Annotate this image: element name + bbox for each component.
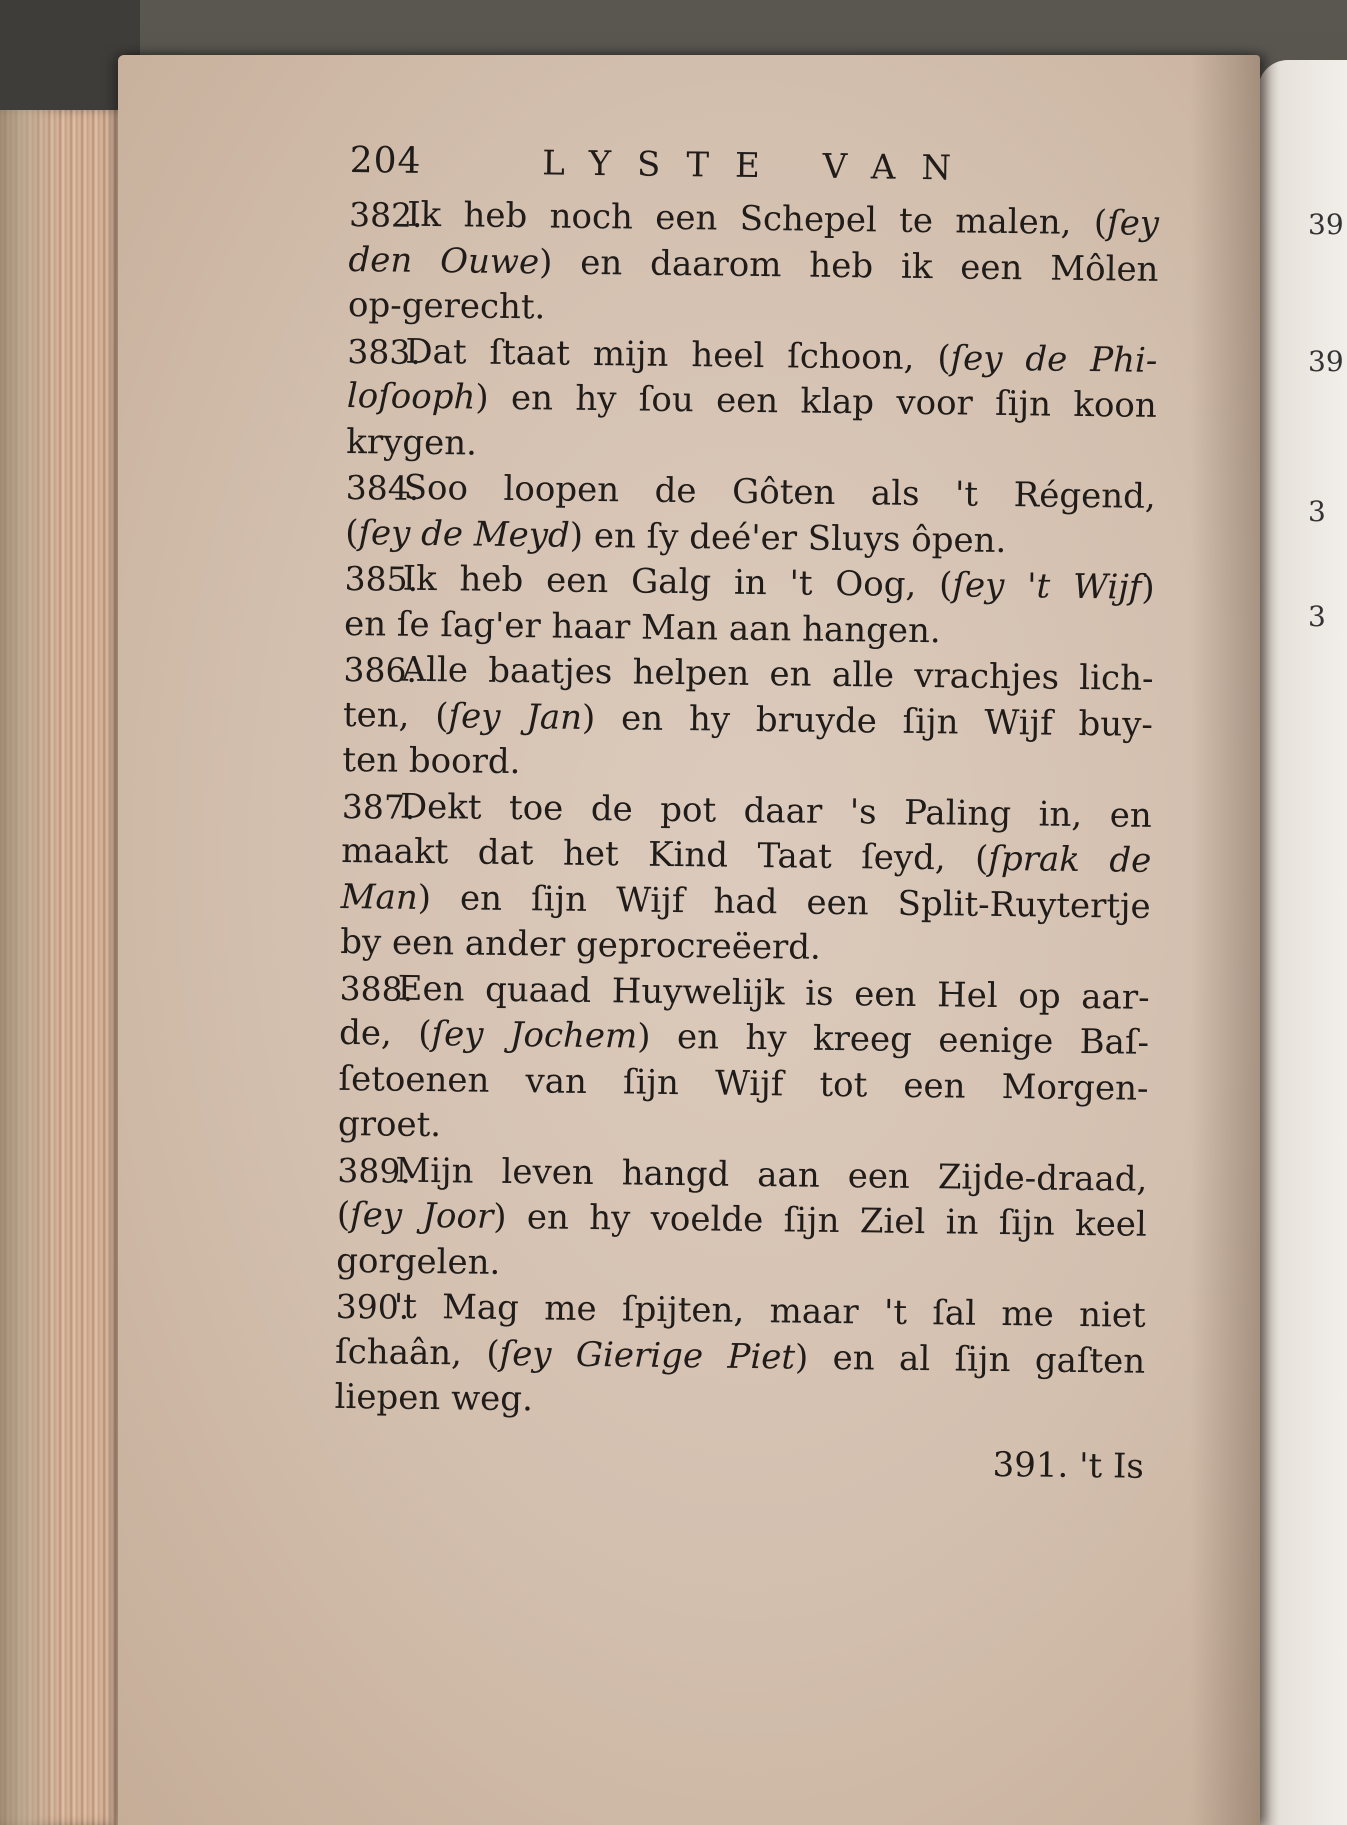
text-run: ſetoenen van ſijn Wijf tot een Morgen- xyxy=(338,1058,1149,1109)
page-number: 204 xyxy=(349,140,422,182)
text-run: liepen weg. xyxy=(334,1376,534,1420)
entry-number: 386. xyxy=(343,649,418,690)
entry-number: 389. xyxy=(337,1150,412,1191)
entry-number: 382. xyxy=(348,194,423,235)
page-edges xyxy=(0,110,130,1825)
text-run: Soo loopen de Gôten als 't Régend, xyxy=(403,467,1156,517)
text-run: en ſe ſag'er haar Man aan hangen. xyxy=(343,603,941,651)
proverb-entry xyxy=(345,465,1156,566)
italic-speaker: ſey de Meyd xyxy=(358,512,571,556)
text-run: ſchaân, ( xyxy=(334,1331,500,1374)
text-run: ) en hy kreeg eenige Baſ- xyxy=(637,1016,1150,1063)
text-run: ) en hy voelde ſijn Ziel in ſijn keel xyxy=(492,1196,1148,1245)
text-run: ten boord. xyxy=(342,739,521,783)
text-run: ) en al ſijn gaſten xyxy=(794,1337,1146,1382)
proverb-entry xyxy=(348,192,1160,338)
text-run: by een ander geprocreëerd. xyxy=(339,921,822,968)
text-run: Dekt toe de pot daar 's Paling in, en xyxy=(399,786,1153,836)
text-run: Ik heb een Galg in 't Oog, ( xyxy=(402,558,953,606)
entry-number: 384. xyxy=(345,467,420,508)
italic-speaker: ſey Joor xyxy=(349,1195,494,1237)
entry-list xyxy=(334,192,1159,1430)
text-run: krygen. xyxy=(346,421,478,464)
facing-page-number: 39 xyxy=(1308,345,1344,378)
entry-number: 390. xyxy=(335,1286,410,1327)
proverb-entry xyxy=(342,647,1154,793)
catchword: 391. 't Is xyxy=(992,1444,1145,1487)
italic-speaker: ſey Jochem xyxy=(431,1014,638,1057)
text-run: ten, ( xyxy=(342,694,449,736)
text-run: Mijn leven hangd aan een Zijde-draad, xyxy=(395,1150,1148,1200)
italic-speaker: ſey 't Wijf xyxy=(952,565,1142,608)
proverb-entry xyxy=(346,328,1158,474)
text-run: ) en ſijn Wijf had een Split-Ruytertje xyxy=(417,877,1151,927)
proverb-entry xyxy=(338,965,1150,1157)
proverb-entry xyxy=(336,1147,1148,1293)
entry-number: 387. xyxy=(341,786,416,827)
text-run: ( xyxy=(336,1194,351,1236)
text-run: Dat ſtaat mijn heel ſchoon, ( xyxy=(405,331,951,378)
entry-number: 388. xyxy=(339,968,414,1009)
text-run: de, ( xyxy=(338,1012,432,1055)
proverb-entry xyxy=(340,783,1152,975)
proverb-entry xyxy=(334,1284,1146,1430)
text-run: Alle baatjes helpen en alle vrachjes lich- xyxy=(401,649,1154,699)
text-run: gorgelen. xyxy=(336,1240,501,1283)
italic-speaker: loſooph xyxy=(346,375,476,418)
entry-number: 385. xyxy=(344,558,419,599)
text-run: groet. xyxy=(337,1103,442,1146)
facing-page-number: 39 xyxy=(1308,208,1344,241)
italic-speaker: ſey de Phi- xyxy=(950,337,1158,381)
italic-speaker: ſprak de xyxy=(988,838,1152,881)
text-run: ) en hy bruyde ſijn Wijf buy- xyxy=(581,697,1154,745)
text-run: ) en daarom heb ik een Môlen xyxy=(538,241,1159,290)
text-run: ) xyxy=(1141,567,1155,608)
text-run: op-gerecht. xyxy=(347,284,546,328)
proverb-entry xyxy=(344,556,1155,657)
text-run: Een quaad Huywelijk is een Hel op aar- xyxy=(397,968,1150,1018)
facing-page-number: 3 xyxy=(1308,600,1326,633)
text-block xyxy=(334,140,1160,1492)
facing-page xyxy=(1258,60,1347,1825)
entry-number: 383. xyxy=(347,331,422,372)
text-run: ) en ſy deé'er Sluys ôpen. xyxy=(569,515,1007,561)
text-run: ) en hy ſou een klap voor ſijn koon xyxy=(475,377,1158,426)
italic-speaker: Man xyxy=(340,876,418,918)
running-title: LYSTE VAN xyxy=(541,143,978,189)
text-run: Ik heb noch een Schepel te malen, ( xyxy=(406,194,1108,244)
italic-speaker: den Ouwe xyxy=(348,239,540,282)
text-run: ( xyxy=(344,512,359,553)
text-run: maakt dat het Kind Taat ſeyd, ( xyxy=(341,830,989,879)
text-run: 't Mag me ſpijten, maar 't ſal me niet xyxy=(393,1286,1146,1336)
italic-speaker: ſey Gierige Piet xyxy=(499,1333,796,1378)
italic-speaker: ſey Jan xyxy=(448,695,583,738)
facing-page-number: 3 xyxy=(1308,495,1326,528)
italic-speaker: ſey xyxy=(1106,203,1160,244)
